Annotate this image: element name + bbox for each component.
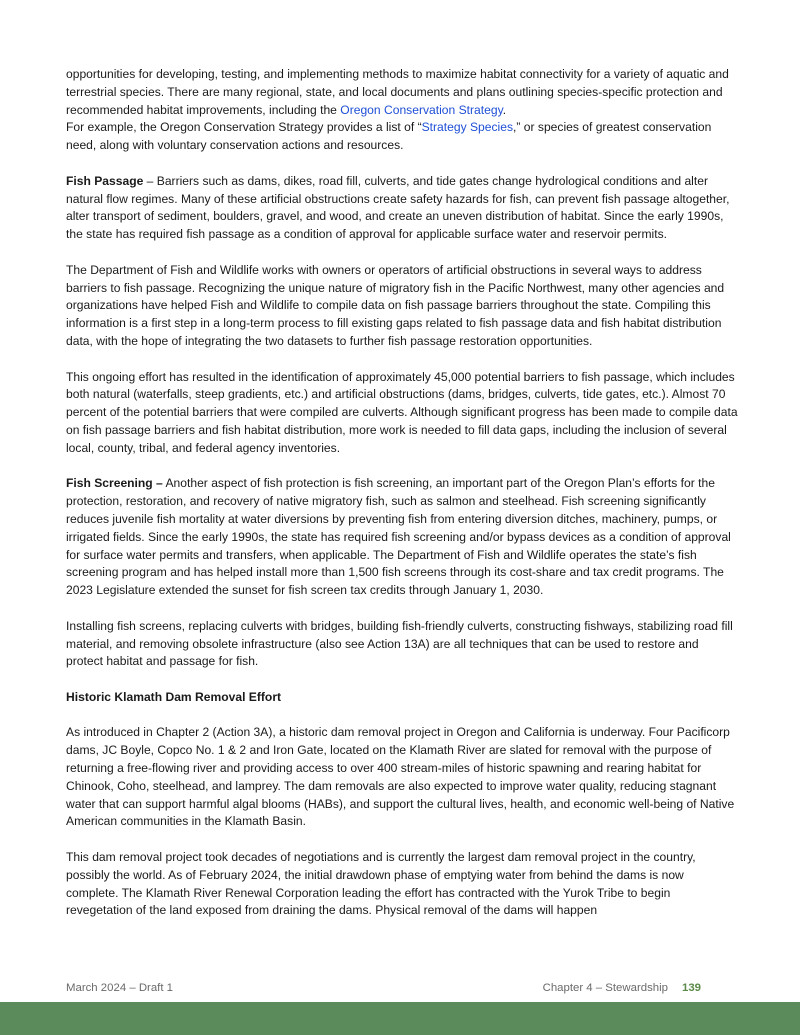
odfw-barriers-paragraph: The Department of Fish and Wildlife works with owners or operators of artificial obstructions in several ways to address barriers to fish passage. Recognizing the unique nature of migratory fish in the Pacific Northwest, many other agencies and organizations have helped Fish and Wildlife to compile data on fish passage barriers throughout the state. Compiling this information is a first step in a long-term process to fill existing gaps related to fish passage data and fish habitat distribution data, with the hope of integrating the two datasets to further fish passage restoration opportunities. [66,262,725,348]
fish-screening-paragraph [66,475,738,600]
fish-passage-text: – Barriers such as dams, dikes, road fill, culverts, and tide gates change hydrological conditions and alter natural flow regimes. Many of these artificial obstructions create safety hazards for fish, can prevent fish passage altogether, alter transport of sediment, boulders, gravel, and wood, and create an uneven distribution of habitat. Since the early 1990s, the state has required fish passage as a condition of approval for applicable surface water and reservoir permits. [66,173,730,242]
footer-color-band [0,1002,800,1035]
fish-passage-paragraph [66,173,738,244]
intro-text-c: For example, the Oregon Conservation Strategy provides a list of “ [66,120,422,135]
document-body [66,66,738,920]
intro-paragraph [66,66,738,119]
footer-chapter: Chapter 4 – Stewardship [542,982,668,994]
barrier-inventory-paragraph: This ongoing effort has resulted in the identification of approximately 45,000 potential barriers to fish passage, which includes both natural (waterfalls, steep gradients, etc.) and artificial obstructions (dams, bridges, culverts, tide gates, etc.). Almost 70 percent of the potential barriers that were compiled are culverts. Although significant progress has been made to compile data on fish passage barriers and fish habitat distribution, more work is needed to fill data gaps, including the inclusion of several local, county, tribal, and federal agency inventories. [66,369,738,455]
fish-screening-text: Another aspect of fish protection is fish screening, an important part of the Oregon Plan’s efforts for the protection, restoration, and recovery of native migratory fish, such as salmon and steelhead. Fish screening significantly reduces juvenile fish mortality at water diversions by preventing fish from entering diversion ditches, machinery, pumps, or irrigated fields. Since the early 1990s, the state has required fish screening and/or bypass devices as a condition of approval for surface water permits and transfers, when applicable. The Department of Fish and Wildlife operates the state’s fish screening program and has helped install more than 1,500 fish screens through its cost-share and tax credit programs. The 2023 Legislature extended the sunset for fish screen tax credits through January 1, 2030. [66,476,731,598]
intro-text-a: opportunities for developing, testing, and implementing methods to maximize habitat connectivity for a variety of aquatic and terrestrial species. There are many regional, state, and local documents and plans outlining species-specific protection and recommended habitat improvements, including the [66,67,729,117]
footer-date: March 2024 – Draft 1 [66,982,173,994]
intro-text-b: . [502,102,507,117]
klamath-progress-paragraph: This dam removal project took decades of negotiations and is currently the largest dam removal project in the country, possibly the world. As of February 2024, the initial drawdown phase of emptying water from behind the dams is now complete. The Klamath River Renewal Corporation leading the effort has contracted with the Yurok Tribe to begin revegetation of the land exposed from draining the dams. Physical removal of the dams will happen [66,850,696,918]
oregon-conservation-strategy-link[interactable]: Oregon Conservation Strategy [340,102,503,117]
page-footer [66,982,701,998]
strategy-species-paragraph [66,119,738,155]
intro-text-d: ,” or species of greatest conservation need, along with voluntary conservation actions and resources. [66,120,712,153]
strategy-species-link[interactable]: Strategy Species [421,120,514,135]
footer-chapter-block [543,982,701,994]
fish-passage-heading: Fish Passage [66,173,144,188]
klamath-section-heading: Historic Klamath Dam Removal Effort [66,689,282,704]
fish-screening-heading: Fish Screening – [66,476,163,491]
klamath-intro-paragraph: As introduced in Chapter 2 (Action 3A), a historic dam removal project in Oregon and California is underway. Four Pacificorp dams, JC Boyle, Copco No. 1 & 2 and Iron Gate, located on the Klamath River are slated for removal with the purpose of returning a free-flowing river and providing access to over 400 stream-miles of historic spawning and rearing habitat for Chinook, Coho, steelhead, and lamprey. The dam removals are also expected to improve water quality, reducing stagnant water that can support harmful algal blooms (HABs), and support the cultural lives, health, and economic well-being of Native American communities in the Klamath Basin. [66,725,735,829]
page-number: 139 [681,982,701,994]
restoration-techniques-paragraph: Installing fish screens, replacing culverts with bridges, building fish-friendly culverts, constructing fishways, stabilizing road fill material, and removing obsolete infrastructure (also see Action 13A) are all techniques that can be used to restore and protect habitat and passage for fish. [66,618,733,669]
